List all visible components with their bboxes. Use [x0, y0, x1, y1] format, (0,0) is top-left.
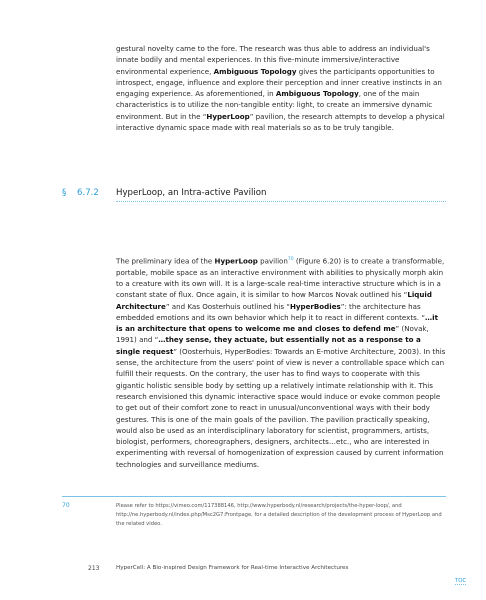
- bold-term: Ambiguous Topology: [275, 89, 359, 99]
- running-title: HyperCell: A Bio-inspired Design Framework for Real-time Interactive Architectures: [116, 565, 349, 571]
- text-run: , one of the main characteristics is to utilize the non-tangible entity: light, to create an immersive dynamic environment. But in the “: [116, 89, 433, 121]
- section-divider: [116, 201, 446, 202]
- body-paragraph: [116, 43, 446, 133]
- text-run: ” (Oosterhuis, HyperBodies: Towards an E-motive Architecture, 2003). In this sense, the architecture from the users' point of view is never a controllable space which can fulfill their requests. On the contrary, the user has to find ways to cooperate with this gigantic holistic sensible body by setting up a relatively intimate relationship with it. This research envisioned this dynamic interactive space would induce or evoke common people to get out of their comfort zone to react in unusual/unconventional ways with their body gestures. This is one of the main goals of the pavilion. The pavilion practically speaking, would also be used as an interdisciplinary laboratory for scientist, programmers, artists, biologist, performers, choreographers, designers, architects…etc., who are interested in experimenting with reversal of homogenization of expression caused by current information technologies and surveillance mediums.: [116, 346, 446, 469]
- footnote-divider: [62, 496, 446, 497]
- text-run: The preliminary idea of the: [116, 256, 215, 266]
- section-title: HyperLoop, an Intra-active Pavilion: [116, 188, 267, 198]
- footnote-reference[interactable]: 70: [287, 257, 294, 262]
- bold-term: HyperLoop: [206, 111, 250, 121]
- text-run: ” pavilion, the research attempts to develop a physical interactive dynamic space made with real materials so as to be truly tangible.: [116, 111, 445, 133]
- bold-term: HyperLoop: [214, 256, 258, 266]
- text-run: pavilion: [257, 256, 288, 266]
- toc-link[interactable]: TOC: [455, 578, 467, 584]
- bold-quote: …it is an architecture that opens to welcome me and closes to defend me: [116, 312, 438, 334]
- page-number: 213: [88, 565, 100, 572]
- section-symbol: §: [62, 188, 67, 198]
- text-run: gives the participants opportunities to introspect, engage, influence and explore their perception and inner creative instincts in an engaging experience. As aforementioned, in: [116, 66, 442, 99]
- bold-quote: …they sense, they actuate, but essentially not as a response to a single request: [116, 335, 421, 356]
- text-run: gestural novelty came to the fore. The research was thus able to address an individual's innate bodily and mental experiences. In this five-minute immersive/interactive environmental experience,: [116, 44, 430, 76]
- bold-term: Ambiguous Topology: [213, 66, 297, 76]
- section-number: 6.7.2: [77, 188, 99, 198]
- text-run: ” and Kas Oosterhuis outlined his “: [165, 301, 290, 311]
- bold-term: Liquid Architecture: [116, 290, 432, 311]
- text-run: (Figure 6.20) is to create a transformable, portable, mobile space as an interactive environment with abilities to physically morph akin to a creature with its own will. It is a large-scale real-time interactive structure which is in a constant state of flux. Once again, it is similar to how Marcos Novak outlined his “: [116, 256, 445, 300]
- body-paragraph: [116, 254, 446, 470]
- bold-term: HyperBodies: [289, 301, 341, 311]
- text-run: ” (Novak, 1991) and “: [116, 324, 429, 345]
- footnote-number: 70: [62, 502, 70, 509]
- text-run: ”: the architecture has embedded emotions and its own behavior which help it to react in different contexts. “: [116, 301, 426, 322]
- footnote-text: Please refer to https://vimeo.com/117388146, http://www.hyperbody.nl/research/projects/the-hyper-loop/, and http://ne.hyperbody.nl/index.php/Msc2G7:Frontpage, for a detailed description of the development process of HyperLoop and the related video.: [116, 503, 442, 527]
